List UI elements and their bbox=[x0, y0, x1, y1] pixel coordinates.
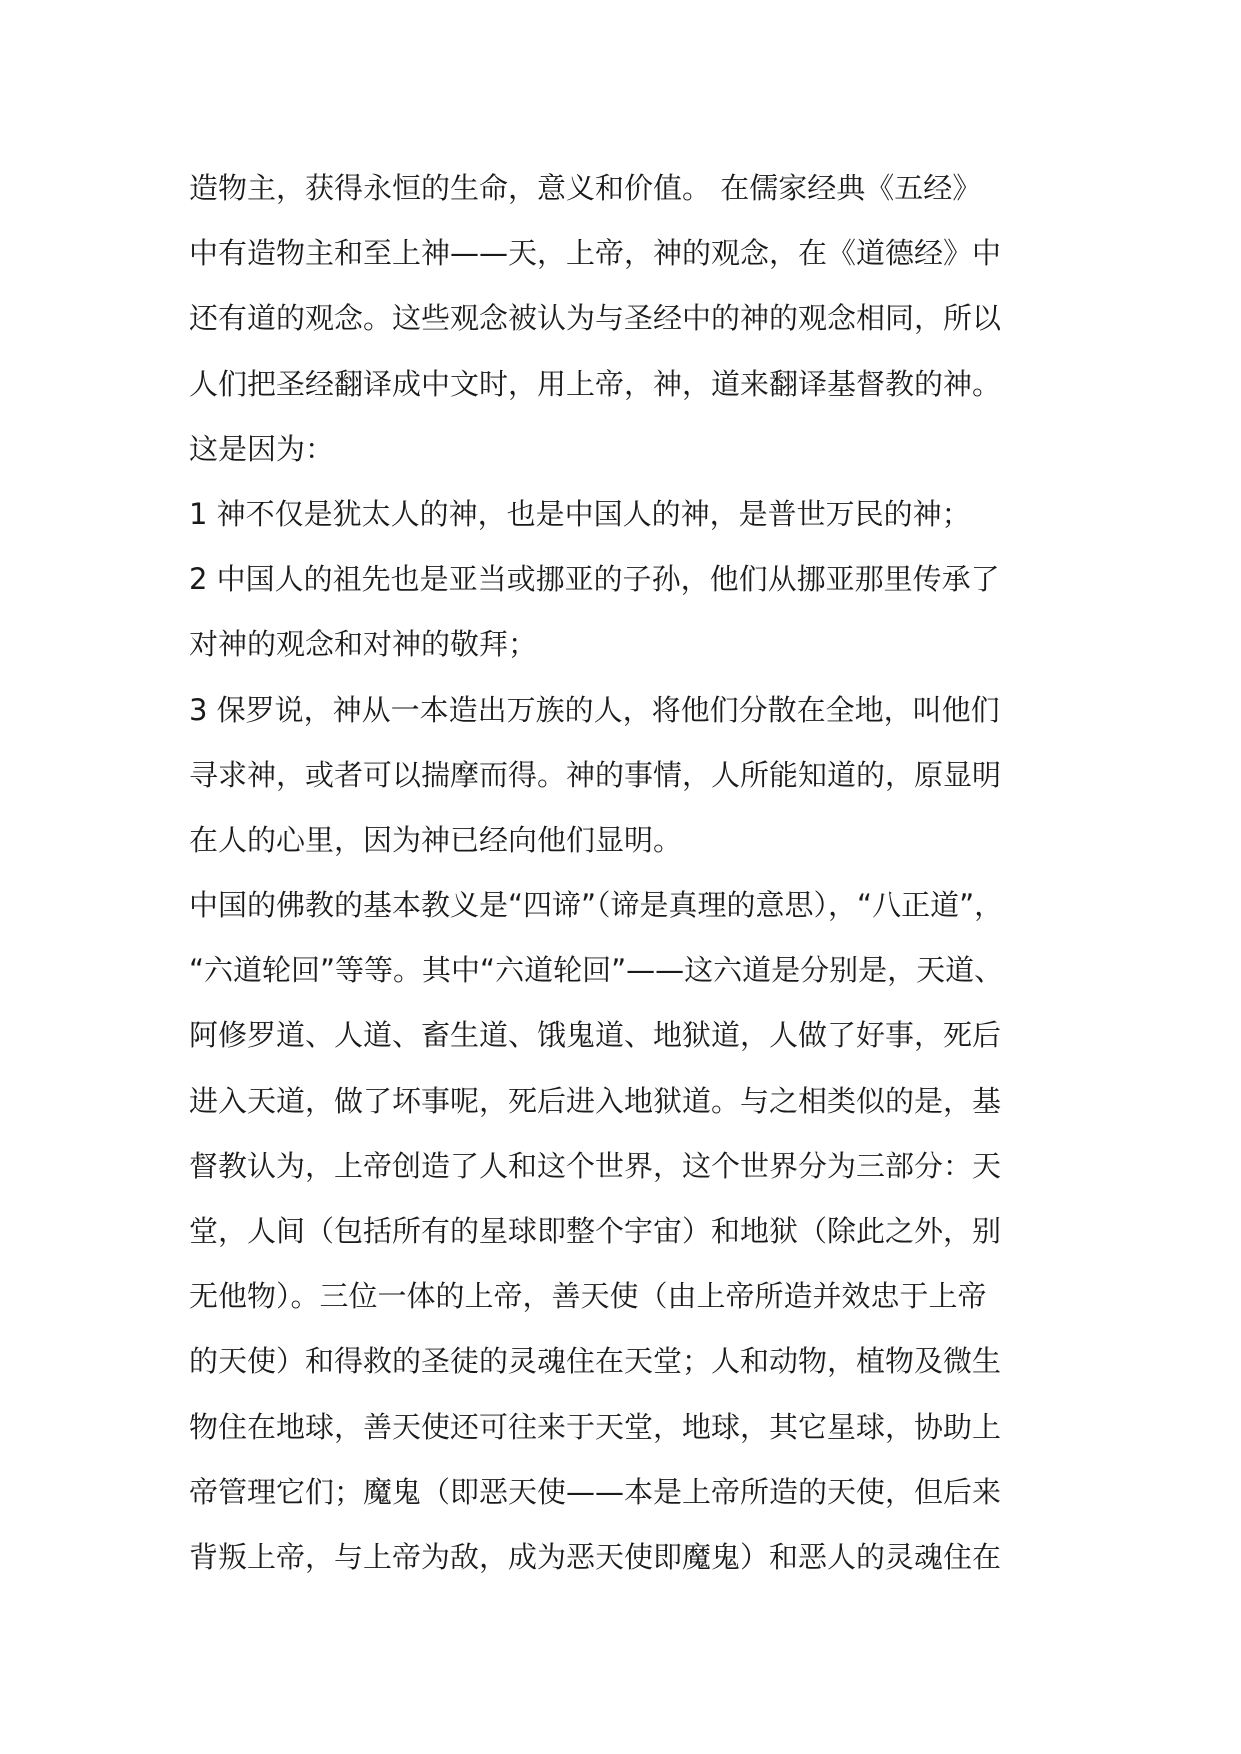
list-item-2: 2 中国人的祖先也是亚当或挪亚的子孙，他们从挪亚那里传承了 bbox=[189, 562, 1000, 597]
list-item-3: 3 保罗说，神从一本造出万族的人，将他们分散在全地，叫他们 bbox=[189, 692, 1000, 727]
text-line: 无他物）。三位一体的上帝，善天使（由上帝所造并效忠于上帝 bbox=[189, 1279, 987, 1314]
list-item-1: 1 神不仅是犹太人的神，也是中国人的神，是普世万民的神； bbox=[189, 496, 971, 531]
text-line: 堂，人间（包括所有的星球即整个宇宙）和地狱（除此之外，别 bbox=[189, 1214, 1002, 1248]
text-line: 背叛上帝，与上帝为敌，成为恶天使即魔鬼）和恶人的灵魂住在 bbox=[189, 1539, 1002, 1574]
text-line: 人们把圣经翻译成中文时，用上帝，神，道来翻译基督教的神。 bbox=[189, 366, 1002, 401]
text-line: 中国的佛教的基本教义是“四谛”（谛是真理的意思），“八正道”， bbox=[189, 888, 1004, 923]
text-line: 阿修罗道、人道、畜生道、饿鬼道、地狱道，人做了好事，死后 bbox=[189, 1018, 1002, 1053]
text-line: 中有造物主和至上神——天，上帝，神的观念，在《道德经》中 bbox=[189, 236, 1002, 271]
text-line: 帝管理它们；魔鬼（即恶天使——本是上帝所造的天使，但后来 bbox=[189, 1474, 1002, 1509]
text-line: 在人的心里，因为神已经向他们显明。 bbox=[189, 822, 683, 857]
text-line: 对神的观念和对神的敬拜； bbox=[189, 627, 538, 662]
text-line: 督教认为，上帝创造了人和这个世界，这个世界分为三部分：天 bbox=[189, 1148, 1002, 1183]
text-line: 寻求神，或者可以揣摩而得。神的事情，人所能知道的，原显明 bbox=[189, 757, 1002, 792]
text-line: 的天使）和得救的圣徒的灵魂住在天堂；人和动物，植物及微生 bbox=[189, 1344, 1002, 1379]
text-line: “六道轮回”等等。其中“六道轮回”——这六道是分别是，天道、 bbox=[189, 953, 1004, 988]
text-line: 这是因为： bbox=[189, 431, 335, 466]
text-line: 还有道的观念。这些观念被认为与圣经中的神的观念相同，所以 bbox=[189, 301, 1002, 336]
text-line: 造物主，获得永恒的生命，意义和价值。 在儒家经典《五经》 bbox=[189, 171, 982, 205]
text-line: 物住在地球，善天使还可往来于天堂，地球，其它星球，协助上 bbox=[189, 1409, 1002, 1444]
text-line: 进入天道，做了坏事呢，死后进入地狱道。与之相类似的是，基 bbox=[189, 1083, 1002, 1118]
body-text bbox=[189, 156, 1069, 1590]
